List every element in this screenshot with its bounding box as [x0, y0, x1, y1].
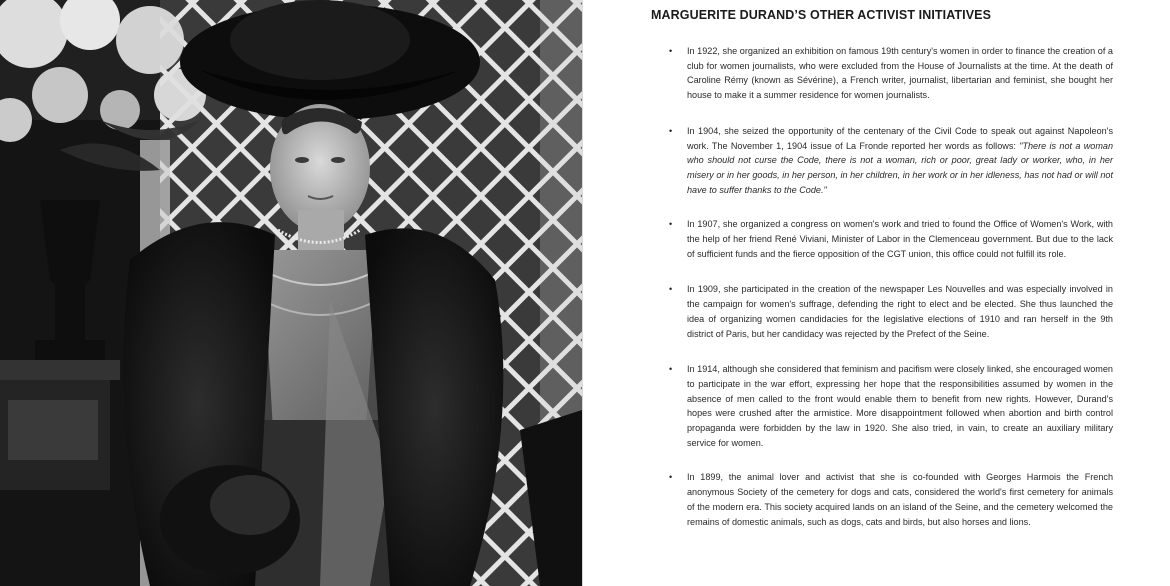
bullet-icon: •: [669, 364, 673, 375]
list-item-text: In 1914, although she considered that feminism and pacifism were closely linked, she encouraged women to participate in the war effort, expressing her hope that the responsibilities assumed by women in the absence of men called to the front would enable them to benefit from new rights. However, Durand's hopes were crushed after the armistice. More disappointment followed when abortion and birth control propaganda were forbidden by the law in 1920. She also tried, in vain, to create an auxiliary military service for women.: [687, 364, 1113, 448]
document-page: [582, 0, 1170, 586]
list-item: [669, 44, 1113, 103]
bullet-icon: •: [669, 284, 673, 295]
list-item-quote: "There is not a woman who should not curse the Code, there is not a woman, rich or poor, great lady or worker, who, in her misery or in her goods, in her person, in her children, in her work or in her idleness, has not had or will not have to suffer thanks to the Code.": [687, 140, 1114, 195]
list-item-text: In 1909, she participated in the creation of the newspaper Les Nouvelles and was especially involved in the campaign for women's suffrage, defending the right to elect and be elected. She thus launched the idea of organizing women candidacies for the legislative elections of 1910 and ran herself in the 9th district of Paris, but her candidacy was rejected by the Prefect of the Seine.: [687, 284, 1113, 339]
bullet-icon: •: [669, 125, 673, 136]
list-item: [669, 362, 1113, 450]
list-item: [669, 217, 1113, 261]
bullet-icon: •: [669, 472, 673, 483]
list-item-text: In 1899, the animal lover and activist that she is co-founded with Georges Harmois the French anonymous Society of the cemetery for dogs and cats, considered the world's first cemetery for animals of the modern era. This society acquired lands on an island of the Seine, and the cemetery welcomed the remains of domestic animals, such as dogs, cats and birds, but also horses and lions.: [687, 472, 1113, 527]
list-item: [669, 124, 1114, 198]
list-item: [669, 470, 1113, 529]
list-item-text: In 1907, she organized a congress on women's work and tried to found the Office of Women's Work, with the help of her friend René Viviani, Minister of Labor in the Clemenceau government. But due to the lack of sufficient funds and the fierce opposition of the CGT union, this office could not fulfill its role.: [687, 219, 1113, 259]
initiatives-list: [669, 44, 1114, 529]
list-item-text: In 1904, she seized the opportunity of the centenary of the Civil Code to speak out against Napoleon's work. The November 1, 1904 issue of La Fronde reported her words as follows:: [687, 125, 1113, 151]
portrait-illustration: [0, 0, 582, 586]
bullet-icon: •: [669, 219, 673, 230]
bullet-icon: •: [669, 46, 673, 56]
list-item-text: In 1922, she organized an exhibition on famous 19th century's women in order to finance the creation of a club for women journalists, who were excluded from the House of Journalists at the time. At the death of Caroline Rémy (known as Sévérine), a French writer, journalist, libertarian and feminist, she bought her house to make it a summer residence for women journalists.: [687, 46, 1113, 101]
portrait-photo: [0, 0, 582, 586]
list-item: [669, 282, 1113, 341]
page-title: MARGUERITE DURAND’S OTHER ACTIVIST INITIATIVES: [651, 8, 992, 22]
